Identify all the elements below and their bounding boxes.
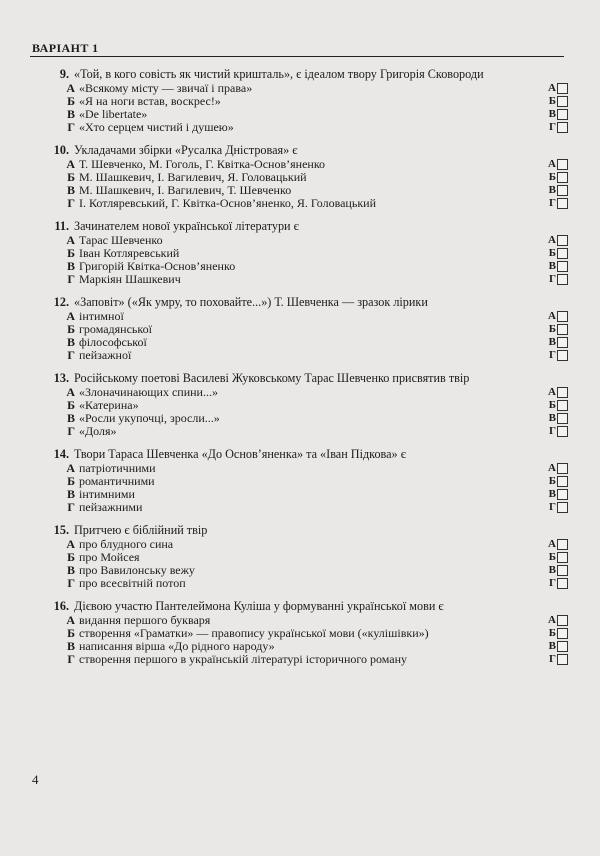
option-text: «Хто серцем чистий і душею» [79, 120, 234, 135]
option-text: пейзажної [79, 348, 132, 363]
question-text: Російському поетові Василеві Жуковському Тарас Шевченко присвятив твір [74, 371, 470, 385]
answer-box-letter: Б [548, 475, 556, 488]
answer-checkbox[interactable] [557, 489, 568, 500]
answer-option [28, 399, 568, 412]
answer-option [28, 386, 568, 399]
variant-header: ВАРІАНТ 1 [32, 41, 99, 55]
question-text: Твори Тараса Шевченка «До Основ’яненка» та «Іван Підкова» є [74, 447, 406, 461]
option-letter: Г [67, 576, 75, 591]
question-9 [28, 66, 568, 134]
question-prompt [28, 446, 568, 462]
answer-checkbox[interactable] [557, 628, 568, 639]
question-number: 13. [53, 371, 69, 385]
answer-box-letter: В [548, 260, 556, 273]
answer-box-letter: А [548, 614, 556, 627]
option-letter: Г [67, 348, 75, 363]
answer-checkbox[interactable] [557, 539, 568, 550]
option-letter: В [66, 411, 75, 426]
answer-option [28, 349, 568, 362]
answer-option [28, 551, 568, 564]
option-letter: В [66, 259, 75, 274]
option-letter: Б [67, 322, 75, 337]
answer-option [28, 121, 568, 134]
question-number: 11. [54, 219, 69, 233]
option-text: Маркіян Шашкевич [79, 272, 181, 287]
question-11 [28, 218, 568, 286]
question-number: 10. [53, 143, 69, 157]
answer-option [28, 310, 568, 323]
option-text: М. Шашкевич, І. Вагилевич, Я. Головацький [79, 170, 307, 185]
question-number: 16. [53, 599, 69, 613]
answer-option [28, 488, 568, 501]
answer-box-letter: В [548, 564, 556, 577]
answer-checkbox[interactable] [557, 552, 568, 563]
option-letter: Б [67, 626, 75, 641]
option-text: «Доля» [79, 424, 117, 439]
option-letter: В [66, 639, 75, 654]
answer-option [28, 412, 568, 425]
option-text: «Росли укупочці, зросли...» [79, 411, 220, 426]
question-15 [28, 522, 568, 590]
option-letter: В [66, 487, 75, 502]
answer-option [28, 336, 568, 349]
option-letter: Б [67, 398, 75, 413]
answer-box-letter: Б [548, 323, 556, 336]
option-letter: А [66, 461, 75, 476]
header-rule [30, 56, 564, 57]
option-letter: Г [67, 424, 75, 439]
answer-box-letter: Б [548, 399, 556, 412]
answer-box-letter: В [548, 640, 556, 653]
option-text: про всесвітній потоп [79, 576, 186, 591]
option-text: «Я на ноги встав, воскрес!» [79, 94, 221, 109]
option-text: «De libertate» [79, 107, 148, 122]
option-letter: В [66, 183, 75, 198]
answer-box-letter: Б [548, 627, 556, 640]
answer-box-letter: Г [549, 501, 556, 514]
answer-checkbox[interactable] [557, 324, 568, 335]
answer-option [28, 234, 568, 247]
option-letter: Б [67, 170, 75, 185]
option-letter: А [66, 537, 75, 552]
option-text: М. Шашкевич, І. Вагилевич, Т. Шевченко [79, 183, 292, 198]
answer-box-letter: Г [549, 197, 556, 210]
answer-box-letter: Г [549, 273, 556, 286]
answer-checkbox[interactable] [557, 565, 568, 576]
answer-checkbox[interactable] [557, 172, 568, 183]
answer-checkbox[interactable] [557, 235, 568, 246]
option-letter: А [66, 385, 75, 400]
answer-option [28, 640, 568, 653]
answer-checkbox[interactable] [557, 122, 568, 133]
option-text: «Злоначинающих спини...» [79, 385, 218, 400]
option-letter: Б [67, 550, 75, 565]
answer-box-letter: А [548, 234, 556, 247]
option-letter: В [66, 563, 75, 578]
answer-checkbox[interactable] [557, 159, 568, 170]
answer-checkbox[interactable] [557, 198, 568, 209]
answer-checkbox[interactable] [557, 261, 568, 272]
answer-option [28, 247, 568, 260]
option-text: про Мойсея [79, 550, 140, 565]
answer-checkbox[interactable] [557, 578, 568, 589]
answer-option [28, 425, 568, 438]
answer-checkbox[interactable] [557, 502, 568, 513]
answer-box-letter: А [548, 462, 556, 475]
option-text: про Вавилонську вежу [79, 563, 195, 578]
option-letter: Г [67, 500, 75, 515]
answer-box-letter: Г [549, 653, 556, 666]
option-letter: Г [67, 272, 75, 287]
question-prompt [28, 598, 568, 614]
option-letter: А [66, 157, 75, 172]
option-text: Григорій Квітка-Основ’яненко [79, 259, 236, 274]
question-prompt [28, 142, 568, 158]
option-letter: В [66, 335, 75, 350]
answer-checkbox[interactable] [557, 400, 568, 411]
answer-box-letter: Б [548, 551, 556, 564]
answer-option [28, 273, 568, 286]
question-prompt [28, 294, 568, 310]
answer-checkbox[interactable] [557, 654, 568, 665]
answer-box-letter: В [548, 488, 556, 501]
answer-checkbox[interactable] [557, 337, 568, 348]
answer-box-letter: А [548, 386, 556, 399]
answer-box-letter: Г [549, 121, 556, 134]
option-text: «Всякому місту — звичаї і права» [79, 81, 253, 96]
question-number: 9. [59, 67, 69, 81]
question-text: Притчею є біблійний твір [74, 523, 208, 537]
answer-option [28, 171, 568, 184]
answer-box-letter: В [548, 108, 556, 121]
option-letter: Б [67, 474, 75, 489]
option-text: пейзажними [79, 500, 143, 515]
answer-box-letter: Г [549, 577, 556, 590]
answer-checkbox[interactable] [557, 476, 568, 487]
answer-option [28, 184, 568, 197]
question-prompt [28, 218, 568, 234]
option-text: Іван Котляревський [79, 246, 180, 261]
option-text: створення першого в українській літературі історичного роману [79, 652, 408, 667]
answer-checkbox[interactable] [557, 615, 568, 626]
answer-option [28, 158, 568, 171]
answer-option [28, 564, 568, 577]
answer-checkbox[interactable] [557, 311, 568, 322]
option-letter: Г [67, 196, 75, 211]
option-text: інтимної [79, 309, 124, 324]
answer-option [28, 197, 568, 210]
answer-checkbox[interactable] [557, 387, 568, 398]
answer-box-letter: Б [548, 247, 556, 260]
option-letter: Б [67, 94, 75, 109]
answer-checkbox[interactable] [557, 96, 568, 107]
option-text: І. Котляревський, Г. Квітка-Основ’яненко, Я. Головацький [79, 196, 376, 211]
answer-box-letter: В [548, 336, 556, 349]
option-text: громадянської [79, 322, 152, 337]
option-letter: А [66, 309, 75, 324]
option-text: «Катерина» [79, 398, 139, 413]
option-text: патріотичними [79, 461, 156, 476]
option-text: видання першого букваря [79, 613, 211, 628]
option-text: Т. Шевченко, М. Гоголь, Г. Квітка-Основ’яненко [79, 157, 326, 172]
answer-box-letter: Г [549, 349, 556, 362]
option-letter: Г [67, 652, 75, 667]
option-text: написання вірша «До рідного народу» [79, 639, 275, 654]
answer-checkbox[interactable] [557, 274, 568, 285]
answer-option [28, 653, 568, 666]
page-number: 4 [32, 772, 39, 787]
option-text: філософської [79, 335, 147, 350]
answer-option [28, 95, 568, 108]
answer-option [28, 462, 568, 475]
answer-option [28, 260, 568, 273]
answer-box-letter: А [548, 82, 556, 95]
answer-box-letter: А [548, 310, 556, 323]
question-number: 14. [53, 447, 69, 461]
answer-option [28, 627, 568, 640]
option-text: Тарас Шевченко [79, 233, 163, 248]
answer-checkbox[interactable] [557, 350, 568, 361]
answer-checkbox[interactable] [557, 185, 568, 196]
answer-option [28, 108, 568, 121]
question-10 [28, 142, 568, 210]
answer-checkbox[interactable] [557, 426, 568, 437]
question-text: Зачинателем нової української літератури є [74, 219, 299, 233]
answer-option [28, 82, 568, 95]
answer-box-letter: В [548, 184, 556, 197]
question-prompt [28, 370, 568, 386]
answer-option [28, 475, 568, 488]
option-letter: В [66, 107, 75, 122]
question-prompt [28, 66, 568, 82]
answer-checkbox[interactable] [557, 413, 568, 424]
question-text: Дієвою участю Пантелеймона Куліша у формуванні української мови є [74, 599, 444, 613]
answer-checkbox[interactable] [557, 641, 568, 652]
option-letter: А [66, 233, 75, 248]
option-letter: А [66, 81, 75, 96]
question-number: 15. [53, 523, 69, 537]
answer-option [28, 614, 568, 627]
option-text: романтичними [79, 474, 155, 489]
answer-box-letter: Б [548, 95, 556, 108]
answer-checkbox[interactable] [557, 248, 568, 259]
answer-box-letter: Г [549, 425, 556, 438]
answer-option [28, 538, 568, 551]
option-text: створення «Граматки» — правопису української мови («кулішівки») [79, 626, 429, 641]
option-letter: Г [67, 120, 75, 135]
question-text: «Той, в кого совість як чистий кришталь», є ідеалом твору Григорія Сковороди [74, 67, 484, 81]
answer-option [28, 323, 568, 336]
answer-checkbox[interactable] [557, 109, 568, 120]
option-letter: А [66, 613, 75, 628]
answer-checkbox[interactable] [557, 83, 568, 94]
answer-box-letter: А [548, 158, 556, 171]
option-letter: Б [67, 246, 75, 261]
answer-box-letter: В [548, 412, 556, 425]
question-number: 12. [53, 295, 69, 309]
answer-option [28, 501, 568, 514]
option-text: про блудного сина [79, 537, 174, 552]
question-14 [28, 446, 568, 514]
question-16 [28, 598, 568, 666]
question-text: Укладачами збірки «Русалка Дністровая» є [74, 143, 298, 157]
question-12 [28, 294, 568, 362]
answer-checkbox[interactable] [557, 463, 568, 474]
question-13 [28, 370, 568, 438]
question-list [28, 66, 568, 674]
answer-box-letter: А [548, 538, 556, 551]
question-text: «Заповіт» («Як умру, то поховайте...») Т. Шевченка — зразок лірики [74, 295, 428, 309]
answer-option [28, 577, 568, 590]
question-prompt [28, 522, 568, 538]
option-text: інтимними [79, 487, 135, 502]
answer-box-letter: Б [548, 171, 556, 184]
